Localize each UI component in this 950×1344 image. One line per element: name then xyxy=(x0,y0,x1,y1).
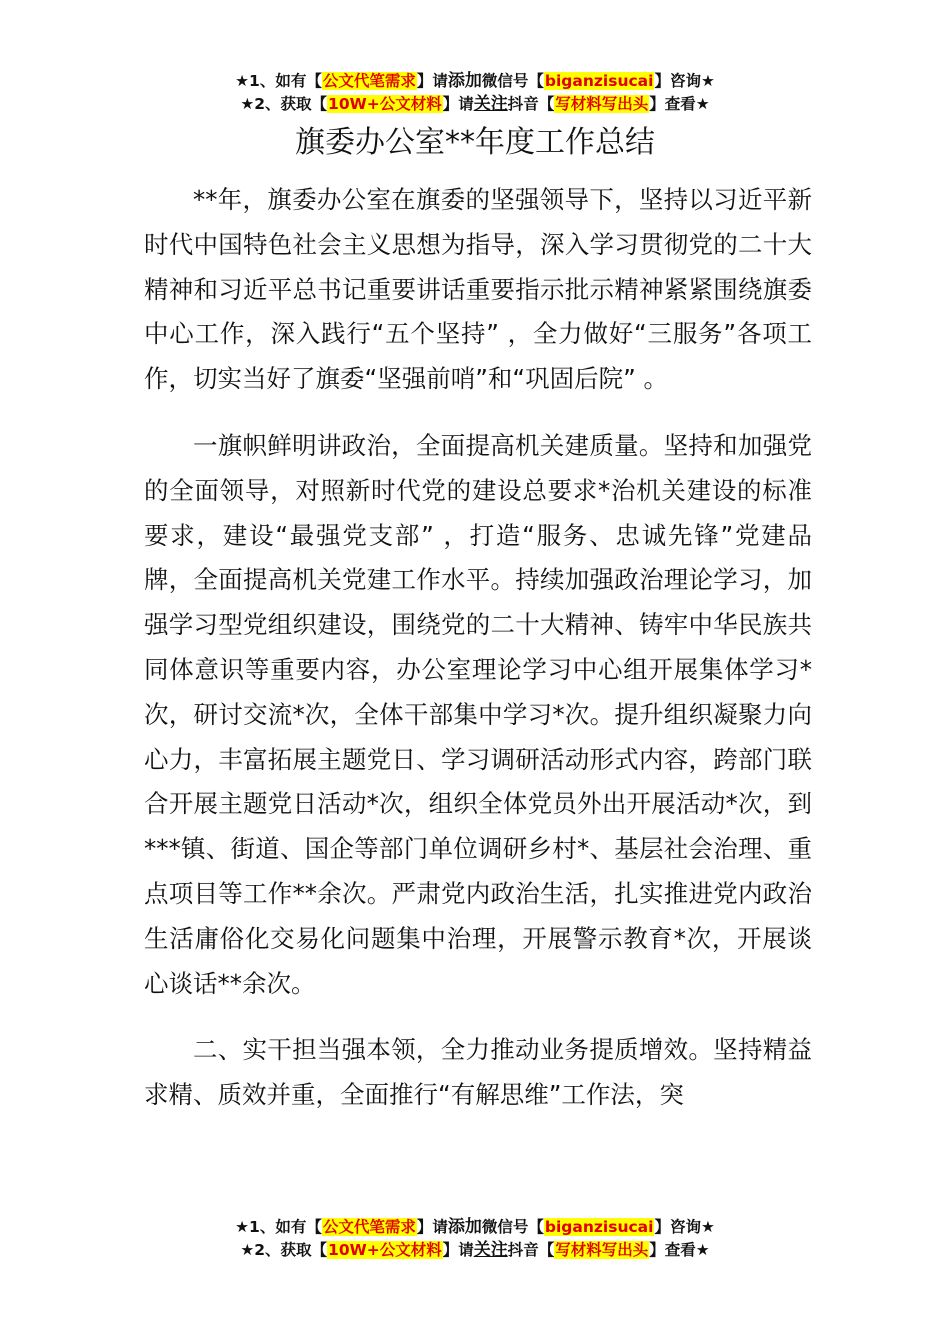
highlight-service: 公文代笔需求 xyxy=(322,72,416,90)
highlight-wechat-id: biganzisucai xyxy=(544,1218,654,1236)
notice-line-1: ★1、如有【公文代笔需求】请添加微信号【biganzisucai】咨询★ xyxy=(235,1217,715,1237)
highlight-wechat-id: biganzisucai xyxy=(544,72,654,90)
star-icon: ★ xyxy=(235,1218,250,1236)
footer-notice xyxy=(0,1216,950,1262)
highlight-service: 公文代笔需求 xyxy=(322,1218,416,1236)
paragraph-section-2: 二、实干担当强本领，全力推动业务提质增效。坚持精益求精、质效并重，全面推行“有解思维”工作法，突 xyxy=(144,1035,812,1110)
document-title: 旗委办公室**年度工作总结 xyxy=(295,125,655,160)
notice-line-1: ★1、如有【公文代笔需求】请添加微信号【biganzisucai】咨询★ xyxy=(235,71,715,91)
highlight-materials: 10W+公文材料 xyxy=(328,95,442,113)
highlight-douyin-account: 写材料写出头 xyxy=(555,95,649,113)
header-notice xyxy=(0,70,950,116)
highlight-materials: 10W+公文材料 xyxy=(328,1241,442,1259)
star-icon: ★ xyxy=(240,95,255,113)
star-icon: ★ xyxy=(235,72,250,90)
paragraph-intro: **年，旗委办公室在旗委的坚强领导下，坚持以习近平新时代中国特色社会主义思想为指导，深入学习贯彻党的二十大精神和习近平总书记重要讲话重要指示批示精神紧紧围绕旗委中心工作，深入践行“五个坚持” ，全力做好“三服务”各项工作，切实当好了旗委“坚强前哨”和“巩固后院” 。 xyxy=(144,185,812,394)
highlight-douyin-account: 写材料写出头 xyxy=(555,1241,649,1259)
star-icon: ★ xyxy=(240,1241,255,1259)
notice-line-2: ★2、获取【10W+公文材料】请关注抖音【写材料写出头】查看★ xyxy=(240,94,710,114)
document-body xyxy=(144,178,812,1136)
notice-line-2: ★2、获取【10W+公文材料】请关注抖音【写材料写出头】查看★ xyxy=(240,1240,710,1260)
paragraph-section-1: 一旗帜鲜明讲政治，全面提高机关建质量。坚持和加强党的全面领导，对照新时代党的建设总要求*治机关建设的标准要求，建设“最强党支部” ，打造“服务、忠诚先锋”党建品牌，全面提高机关党建工作水平。持续加强政治理论学习，加强学习型党组织建设，围绕党的二十大精神、铸牢中华民族共同体意识等重要内容，办公室理论学习中心组开展集体学习*次，研讨交流*次，全体干部集中学习*次。提升组织凝聚力向心力，丰富拓展主题党日、学习调研活动形式内容，跨部门联合开展主题党日活动*次，组织全体党员外出开展活动*次，到***镇、街道、国企等部门单位调研乡村*、基层社会治理、重点项目等工作**余次。严肃党内政治生活，扎实推进党内政治生活庸俗化交易化问题集中治理，开展警示教育*次，开展谈心谈话**余次。 xyxy=(144,430,812,998)
